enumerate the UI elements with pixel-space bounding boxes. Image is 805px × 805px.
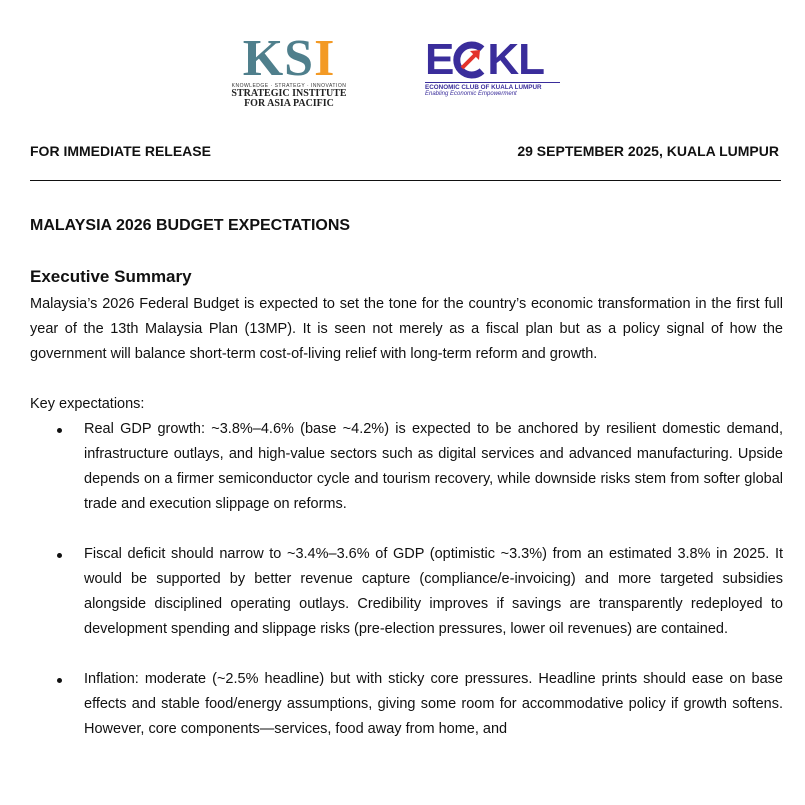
ksi-letter-k: K	[242, 30, 285, 87]
list-item	[84, 667, 783, 742]
ksi-tagline: KNOWLEDGE · STRATEGY · INNOVATION	[231, 83, 347, 89]
section-heading: Executive Summary	[30, 267, 192, 286]
bullet-text: Inflation: moderate (~2.5% headline) but with sticky core pressures. Headline prints should ease on base effects and stable food/energy assumptions, giving some room for accommodative policy if growth softens. However, core components—services, food away from home, and	[84, 671, 783, 737]
eckl-logo	[425, 35, 560, 97]
header-divider	[30, 180, 781, 181]
document-body	[30, 266, 783, 767]
list-item	[84, 417, 783, 517]
ksi-name-line2: FOR ASIA PACIFIC	[244, 98, 334, 109]
bullet-icon	[57, 678, 62, 683]
list-item	[84, 542, 783, 642]
intro-paragraph: Malaysia’s 2026 Federal Budget is expected to set the tone for the country’s economic transformation in the first full year of the 13th Malaysia Plan (13MP). It is seen not merely as a fiscal plan but as a policy signal of how the government will balance short-term cost-of-living relief with long-term reform and growth.	[30, 296, 783, 362]
ksi-letter-s: S	[284, 30, 315, 87]
bullet-text: Fiscal deficit should narrow to ~3.4%–3.6% of GDP (optimistic ~3.3%) from an estimated 3.8% in 2025. It would be supported by better revenue capture (compliance/e-invoicing) and more targeted subsidies alongside disciplined operating outlays. Credibility improves if savings are transparently redeployed to development spending and slippage risks (pre-election pressures, lower oil revenues) are contained.	[84, 546, 783, 637]
bullet-text: Real GDP growth: ~3.8%–4.6% (base ~4.2%) is expected to be anchored by resilient domestic demand, infrastructure outlays, and high-value sectors such as digital services and advanced manufacturing. Upside depends on a firmer semiconductor cycle and tourism recovery, while downside risks stem from softer global trade and execution slippage on reforms.	[84, 421, 783, 512]
document-title: MALAYSIA 2026 BUDGET EXPECTATIONS	[30, 217, 351, 234]
eckl-subtitle: ECONOMIC CLUB OF KUALA LUMPUR	[425, 82, 560, 91]
release-header	[30, 143, 779, 159]
ksi-logo	[228, 30, 350, 109]
ksi-letter-i: I	[314, 30, 336, 87]
eckl-c-arrow-icon	[453, 41, 487, 79]
eckl-tagline: Enabling Economic Empowerment	[425, 91, 517, 97]
key-expectations-label: Key expectations:	[30, 396, 145, 412]
logo-area	[0, 30, 805, 116]
key-expectations-list	[30, 417, 783, 742]
bullet-icon	[57, 428, 62, 433]
release-label: FOR IMMEDIATE RELEASE	[30, 143, 211, 159]
eckl-letter-e: E	[425, 35, 454, 84]
bullet-icon	[57, 553, 62, 558]
date-location: 29 SEPTEMBER 2025, KUALA LUMPUR	[517, 143, 779, 159]
eckl-letters-kl: KL	[487, 35, 545, 84]
ksi-name-line1: STRATEGIC INSTITUTE	[231, 88, 347, 99]
